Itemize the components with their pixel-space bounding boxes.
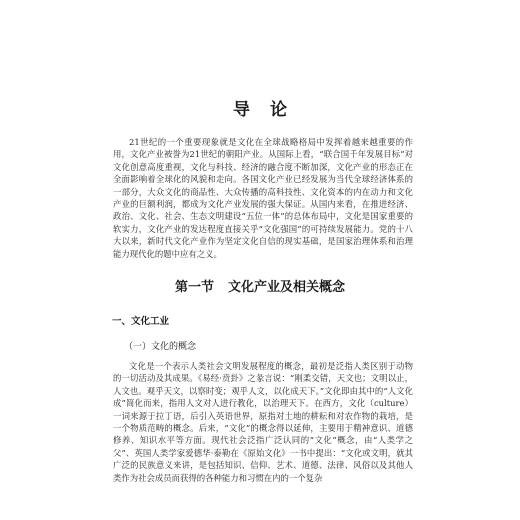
section-number: 第一节 (174, 280, 214, 295)
section-title-text: 文化产业及相关概念 (228, 280, 346, 295)
body-paragraph: 文化是一个表示人类社会文明发展程度的概念，最初是泛指人类区别于动物的一切活动及其成果。《易经·贲卦》之彖言说：“刚柔交错，天文也；文明以止，人文也。观乎天文，以察时变；观乎人文，以化成天下。”文化即由其中的“人文化成”简化而来，指用人文对人进行教化，以治理天下。在西方，文化（culture）一词来源于拉丁语，后引入英语世界，原指对土地的耕耘和对农作物的栽培，是一个物质范畴的概念。后来，“文化”的概念得以延伸，主要用于精神意识、道德修养、知识水平等方面。现代社会泛指广泛认同的“文化”概念，由“人类学之父”、英国人类学家爱德华·泰勒在《原始文化》一书中提出：“文化或文明，就其广泛的民族意义来讲，是包括知识、信仰、艺术、道德、法律、风俗以及其他人类作为社会成员而获得的各种能力和习惯在内的一个复杂 (113, 361, 413, 483)
subsection-heading: 一、文化工业 (112, 316, 170, 327)
section-heading (0, 276, 520, 295)
intro-paragraph: 21世纪的一个重要现象就是文化在全球战略格局中发挥着越来越重要的作用，文化产业被誉为21世纪的朝阳产业。从国际上看，“联合国千年发展目标”对文化创意高度重视，文化与科技、经济的融合度不断加深，文化产业的形态正在全面影响着全球化的风貌和走向。各国文化产业已经发展为当代全球经济体系的一部分，大众文化的商品性、大众传播的高科技性、文化资本的内在动力和文化产业的巨额利润，都成为文化产业发展的强大保证。从国内来看，在推进经济、政治、文化、社会、生态文明建设“五位一体”的总体布局中，文化是国家重要的软实力，文化产业的发达程度直接关乎“文化强国”的可持续发展能力。党的十八大以来，新时代文化产业作为坚定文化自信的现实基础，是国家治理体系和治理能力现代化的题中应有之义。 (113, 137, 413, 259)
intro-title: 导论 (233, 100, 307, 120)
sub-subsection-heading: （一）文化的概念 (124, 342, 197, 352)
